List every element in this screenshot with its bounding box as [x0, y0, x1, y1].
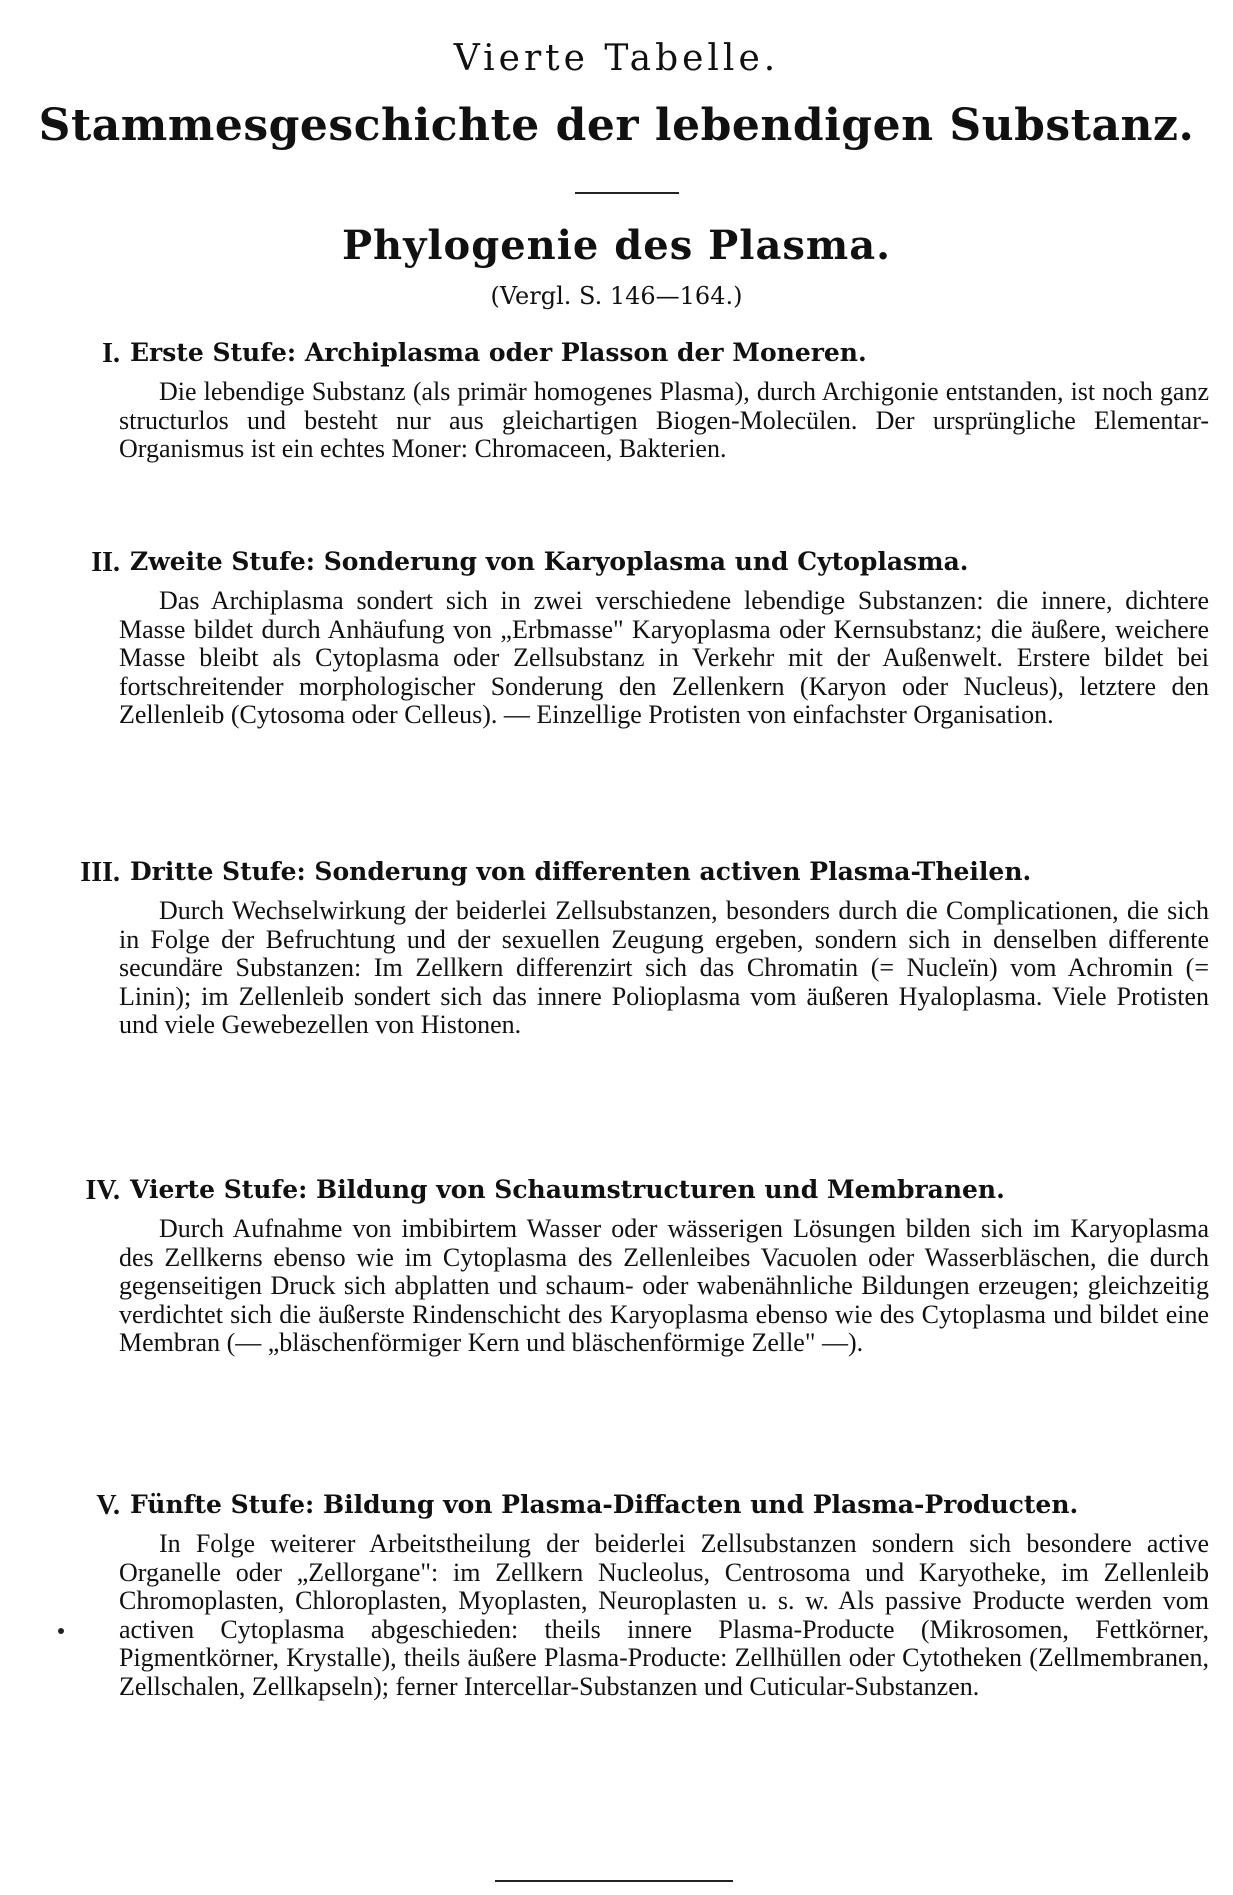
stage-body: Die lebendige Substanz (als primär homogenes Plasma), durch Archigonie entstanden, ist noch ganz structurlos und besteht nur aus gleichartigen Biogen-Molecülen. Der ursprüngliche Elementar-Organismus ist ein echtes Moner: Chromaceen, Bakterien. [119, 377, 1209, 463]
stage-2 [24, 547, 1209, 730]
stage-heading [24, 1490, 1209, 1530]
stage-4 [24, 1175, 1209, 1358]
title-divider [575, 192, 679, 194]
stage-body: Durch Wechselwirkung der beiderlei Zellsubstanzen, besonders durch die Complicationen, die sich in Folge der Befruchtung und der sexuellen Zeugung ergeben, sondern sich in denselben differente secundäre Substanzen: Im Zellkern differenzirt sich das Chromatin (= Nucleïn) vom Achromin (= Linin); im Zellenleib sondert sich das innere Polioplasma vom äußeren Hyaloplasma. Viele Protisten und viele Gewebezellen von Histonen. [119, 896, 1209, 1039]
table-label: Vierte Tabelle. [453, 38, 780, 79]
stage-body: In Folge weiterer Arbeitstheilung der beiderlei Zellsubstanzen sondern sich besondere active Organelle oder „Zellorgane": im Zellkern Nucleolus, Centrosoma und Karyotheke, im Zellenleib Chromoplasten, Chloroplasten, Myoplasten, Neuroplasten u. s. w. Als passive Producte werden vom activen Cytoplasma abgeschieden: theils innere Plasma-Producte (Mikrosomen, Fettkörner, Pigmentkörner, Krystalle), theils äußere Plasma-Producte: Zellhüllen oder Cytotheken (Zellmembranen, Zellschalen, Zellkapseln); ferner Intercellar-Substanzen und Cuticular-Substanzen. [119, 1529, 1209, 1701]
stage-3 [24, 857, 1209, 1040]
stage-title: Zweite Stufe: Sonderung von Karyoplasma und Cytoplasma. [130, 547, 969, 576]
stage-number: II. [91, 547, 120, 578]
stage-heading [24, 547, 1209, 587]
stage-5 [24, 1490, 1209, 1701]
stage-heading [24, 857, 1209, 897]
stage-title: Vierte Stufe: Bildung von Schaumstructuren und Membranen. [130, 1175, 1005, 1204]
stage-number: V. [96, 1490, 120, 1521]
stage-title: Fünfte Stufe: Bildung von Plasma-Diffacten und Plasma-Producten. [130, 1490, 1079, 1519]
bottom-divider [495, 1880, 733, 1882]
stage-title: Erste Stufe: Archiplasma oder Plasson der Moneren. [130, 338, 867, 367]
page-reference: (Vergl. S. 146—164.) [490, 282, 743, 310]
stage-heading [24, 1175, 1209, 1215]
stage-body: Durch Aufnahme von imbibirtem Wasser oder wässerigen Lösungen bilden sich im Karyoplasma des Zellkerns ebenso wie im Cytoplasma des Zellenleibes Vacuolen oder Wasserbläschen, die durch gegenseitigen Druck sich abplatten und schaum- oder wabenähnliche Bildungen erzeugen; gleichzeitig verdichtet sich die äußerste Rindenschicht des Karyoplasma ebenso wie des Cytoplasma und bildet eine Membran (— „bläschenförmiger Kern und bläschenförmige Zelle" —). [119, 1214, 1209, 1357]
stage-body: Das Archiplasma sondert sich in zwei verschiedene lebendige Substanzen: die innere, dichtere Masse bildet durch Anhäufung von „Erbmasse" Karyoplasma oder Kernsubstanz; die äußere, weichere Masse bleibt als Cytoplasma oder Zellsubstanz in Verkehr mit der Außenwelt. Erstere bildet bei fortschreitender morphologischer Sonderung den Zellenkern (Karyon oder Nucleus), letztere den Zellenleib (Cytosoma oder Celleus). — Einzellige Protisten von einfachster Organisation. [119, 586, 1209, 729]
page-title: Stammesgeschichte der lebendigen Substanz. [38, 100, 1195, 151]
stage-heading [24, 338, 1209, 378]
stage-number: I. [102, 338, 120, 369]
stage-number: III. [80, 857, 120, 888]
section-heading: Phylogenie des Plasma. [341, 222, 892, 269]
stage-title: Dritte Stufe: Sonderung von differenten activen Plasma-Theilen. [130, 857, 1032, 886]
stage-1 [24, 338, 1209, 464]
stage-number: IV. [85, 1175, 120, 1206]
ink-speck [58, 1628, 64, 1634]
